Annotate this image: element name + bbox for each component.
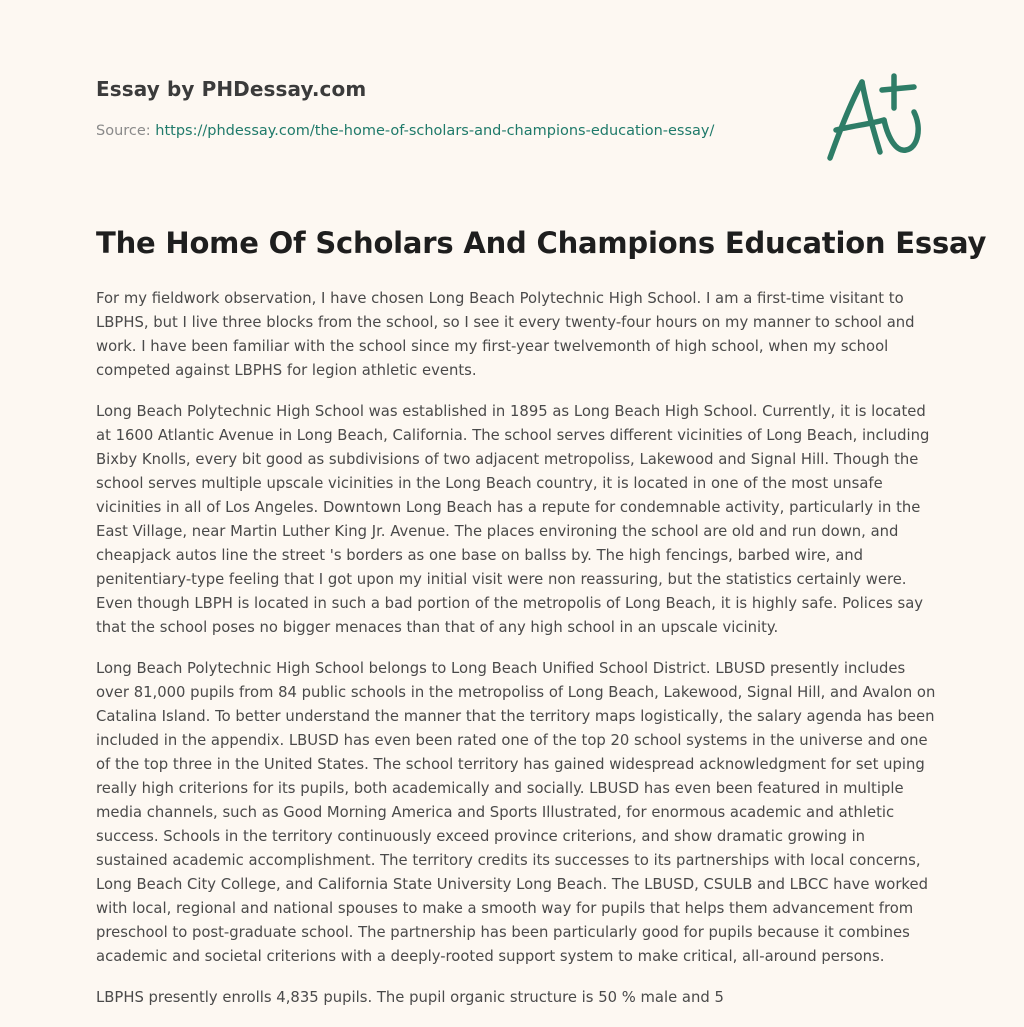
source-link[interactable]: https://phdessay.com/the-home-of-scholars-and-champions-education-essay/ (155, 123, 715, 139)
essay-page (96, 0, 987, 1020)
essay-paragraph: Long Beach Polytechnic High School was established in 1895 as Long Beach High School. Currently, it is located at 1600 Atlantic Avenue in Long Beach, California. The school serves different vicinities of Long Beach, including Bixby Knolls, every bit good as subdivisions of two adjacent metropoliss, Lakewood and Signal Hill. Though the school serves multiple upscale vicinities in the Long Beach country, it is located in one of the most unsafe vicinities in all of Los Angeles. Downtown Long Beach has a repute for condemnable activity, particularly in the East Village, near Martin Luther King Jr. Avenue. The places environing the school are old and run down, and cheapjack autos line the street 's borders as one base on ballss by. The high fencings, barbed wire, and penitentiary-type feeling that I got upon my initial visit were non reassuring, but the statistics certainly were. Even though LBPH is located in such a bad portion of the metropolis of Long Beach, it is highly safe. Polices say that the school poses no bigger menaces than that of any high school in an upscale vicinity. (96, 403, 930, 636)
essay-paragraph: For my fieldwork observation, I have chosen Long Beach Polytechnic High School. I am a first-time visitant to LBPHS, but I live three blocks from the school, so I see it every twenty-four hours on my manner to school and work. I have been familiar with the school since my first-year twelvemonth of high school, when my school competed against LBPHS for legion athletic events. (96, 290, 915, 379)
essay-body (96, 287, 936, 1027)
essay-paragraph: LBPHS presently enrolls 4,835 pupils. The pupil organic structure is 50 % male and 5 (96, 989, 724, 1006)
source-line (96, 123, 714, 139)
site-brand: Essay by PHDessay.com (96, 77, 367, 101)
a-plus-grade-icon (822, 68, 932, 168)
essay-title: The Home Of Scholars And Champions Education Essay (96, 226, 987, 260)
essay-paragraph: Long Beach Polytechnic High School belongs to Long Beach Unified School District. LBUSD presently includes over 81,000 pupils from 84 public schools in the metropoliss of Long Beach, Lakewood, Signal Hill, and Avalon on Catalina Island. To better understand the manner that the territory maps logistically, the salary agenda has been included in the appendix. LBUSD has even been rated one of the top 20 school systems in the universe and one of the top three in the United States. The school territory has gained widespread acknowledgment for set uping really high criterions for its pupils, both academically and socially. LBUSD has even been featured in multiple media channels, such as Good Morning America and Sports Illustrated, for enormous academic and athletic success. Schools in the territory continuously exceed province criterions, and show dramatic growing in sustained academic accomplishment. The territory credits its successes to its partnerships with local concerns, Long Beach City College, and California State University Long Beach. The LBUSD, CSULB and LBCC have worked with local, regional and national spouses to make a smooth way for pupils that helps them advancement from preschool to post-graduate school. The partnership has been particularly good for pupils because it combines academic and societal criterions with a deeply-rooted support system to make critical, all-around persons. (96, 660, 936, 965)
source-label: Source: (96, 123, 151, 139)
